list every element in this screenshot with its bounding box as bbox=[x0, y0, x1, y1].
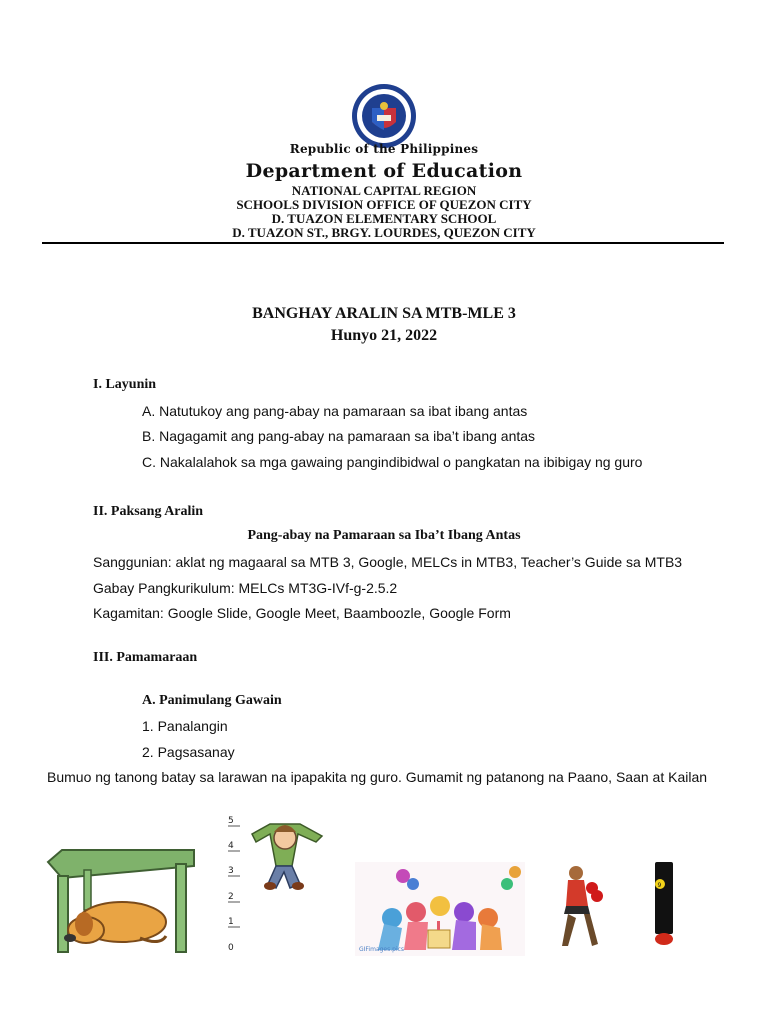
party-gif-icon bbox=[355, 862, 525, 956]
scale-label-4: 4 bbox=[228, 841, 234, 851]
objective-a: A. Natutukoy ang pang-abay na pamaraan sa ibat ibang antas bbox=[142, 403, 528, 419]
objective-b: B. Nagagamit ang pang-abay na pamaraan sa iba’t ibang antas bbox=[142, 428, 536, 444]
instruction-line: Bumuo ng tanong batay sa larawan na ipapakita ng guro. Gumamit ng patanong na Paano, Saan at Kailan bbox=[47, 769, 708, 785]
scale-label-1: 1 bbox=[228, 917, 234, 927]
pamamaraan-heading: III. Pamamaraan bbox=[93, 650, 198, 665]
table-dog-icon bbox=[48, 850, 194, 952]
paksa-topic: Pang-abay na Pamaraan sa Iba’t Ibang Antas bbox=[247, 528, 521, 543]
sanggunian-line: Sanggunian: aklat ng magaaral sa MTB 3, Google, MELCs in MTB3, Teacher’s Guide sa MTB3 bbox=[93, 554, 683, 570]
objective-c: C. Nakalalahok sa mga gawaing pangindibidwal o pangkatan na ibibigay ng guro bbox=[142, 454, 643, 470]
gif-caption: GIFimages.pics bbox=[359, 946, 405, 953]
gabay-line: Gabay Pangkurikulum: MELCs MT3G-IVf-g-2.5.2 bbox=[93, 580, 398, 596]
item-pagsasanay: 2. Pagsasanay bbox=[142, 744, 235, 760]
jumping-boy-icon bbox=[228, 816, 322, 953]
bag-number: 9 bbox=[657, 882, 662, 889]
scale-label-5: 5 bbox=[228, 816, 234, 826]
paksa-heading: II. Paksang Aralin bbox=[93, 504, 204, 519]
scale-label-2: 2 bbox=[228, 892, 234, 902]
department-title: Department of Education bbox=[245, 160, 523, 182]
scale-label-0: 0 bbox=[228, 943, 234, 953]
division-line: SCHOOLS DIVISION OFFICE OF QUEZON CITY bbox=[236, 197, 532, 212]
kagamitan-line: Kagamitan: Google Slide, Google Meet, Baamboozle, Google Form bbox=[93, 605, 511, 621]
boxer-icon bbox=[562, 866, 603, 946]
scale-label-3: 3 bbox=[228, 866, 234, 876]
layunin-heading: I. Layunin bbox=[93, 377, 157, 392]
document-title: BANGHAY ARALIN SA MTB-MLE 3 bbox=[252, 305, 516, 322]
item-panalangin: 1. Panalangin bbox=[142, 718, 228, 734]
school-line: D. TUAZON ELEMENTARY SCHOOL bbox=[271, 211, 497, 226]
republic-line: Republic of the Philippines bbox=[289, 142, 479, 156]
document-date: Hunyo 21, 2022 bbox=[330, 327, 438, 344]
region-line: NATIONAL CAPITAL REGION bbox=[291, 183, 477, 198]
punching-bag-icon bbox=[655, 862, 673, 945]
address-line: D. TUAZON ST., BRGY. LOURDES, QUEZON CITY bbox=[232, 225, 536, 240]
panimulang-gawain-heading: A. Panimulang Gawain bbox=[142, 693, 282, 708]
